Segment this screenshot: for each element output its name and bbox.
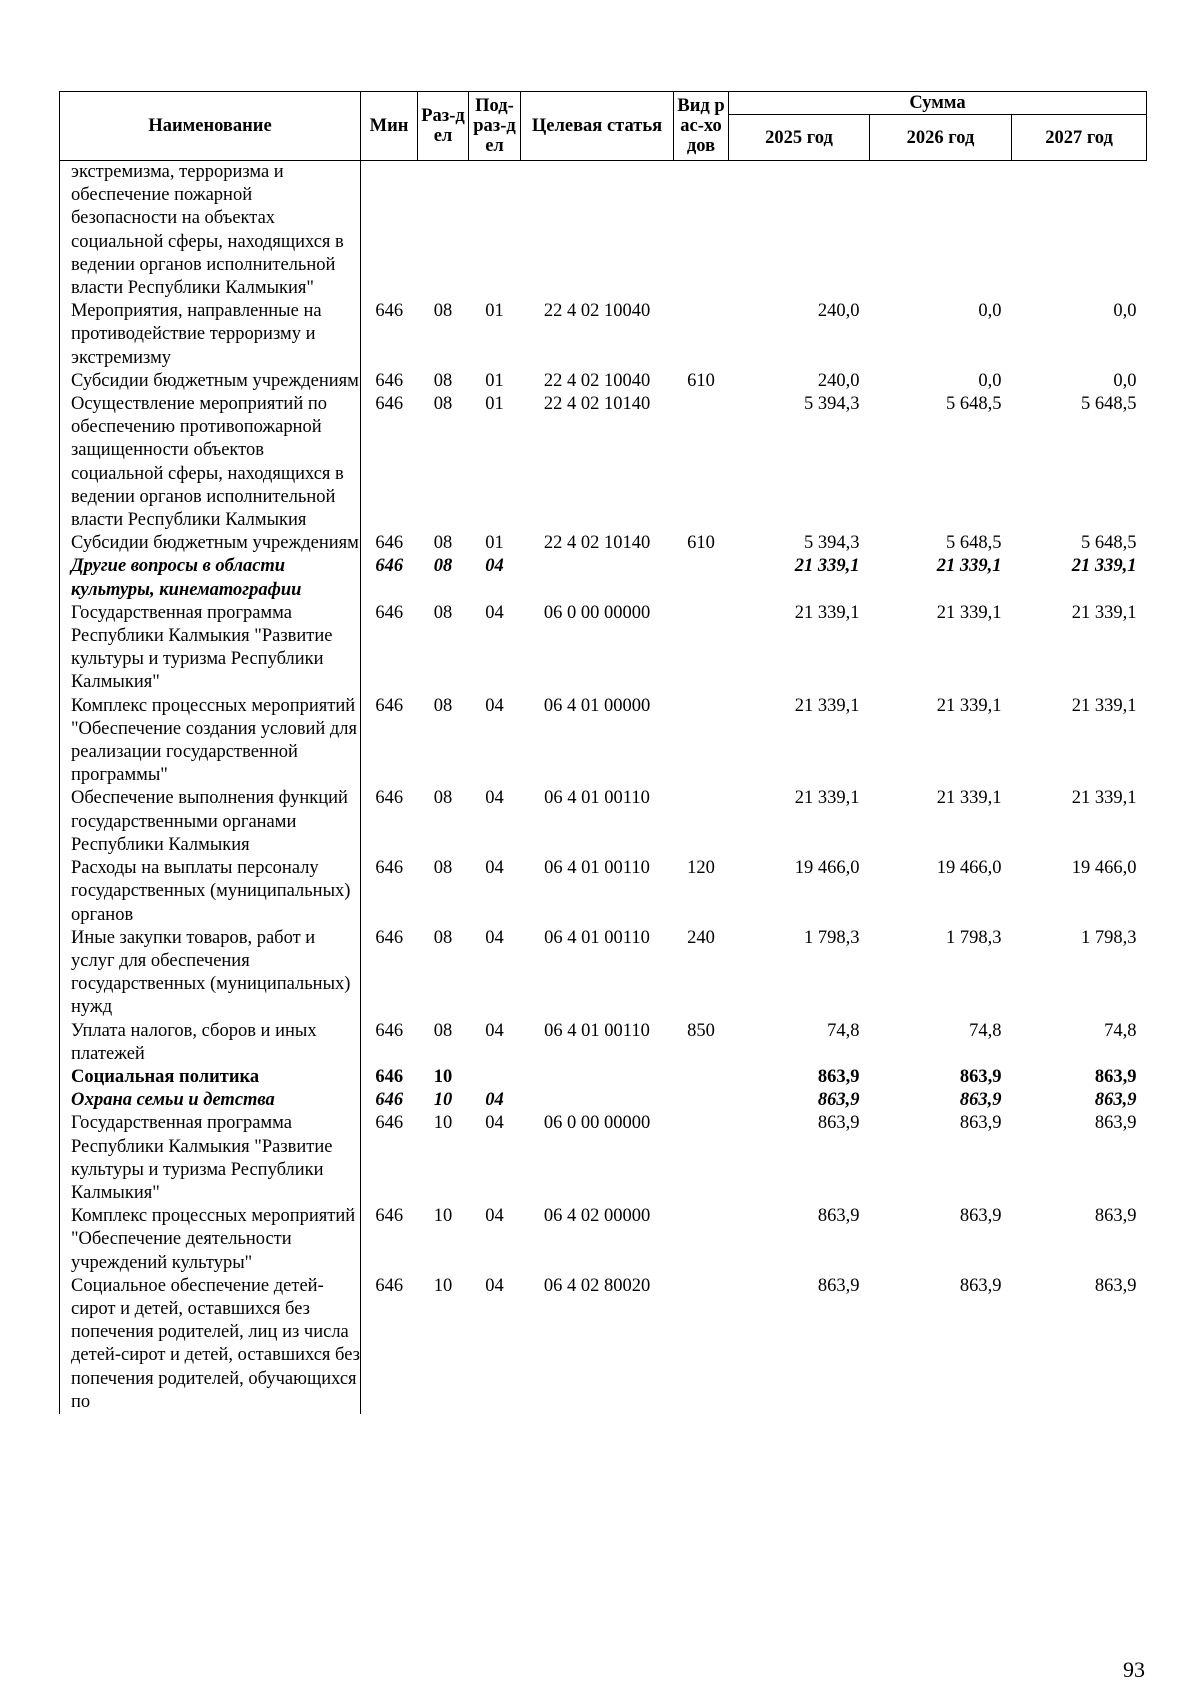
cell-podrazdel: 04 — [485, 1090, 504, 1111]
cell-name: Комплекс процессных мероприятий "Обеспечение создания условий для реализации государственной программы" — [60, 695, 361, 788]
cell-min: 646 — [375, 1020, 404, 1041]
cell-min: 646 — [375, 927, 404, 948]
cell-2027: 21 339,1 — [1071, 788, 1137, 809]
cell-min: 646 — [375, 602, 404, 623]
cell-target: 22 4 02 10040 — [543, 301, 651, 322]
cell-razdel: 08 — [433, 788, 453, 809]
cell-podrazdel: 04 — [485, 927, 504, 948]
cell-2025: 863,9 — [817, 1090, 860, 1111]
table-row — [60, 370, 1147, 393]
cell-2026: 863,9 — [959, 1090, 1002, 1111]
cell-name: Мероприятия, направленные на противодействие терроризму и экстремизму — [60, 300, 361, 370]
cell-vid — [674, 695, 729, 788]
cell-podrazdel: 04 — [485, 788, 504, 809]
cell-2026 — [870, 161, 1012, 301]
cell-target: 06 4 01 00000 — [543, 695, 651, 716]
cell-2025: 240,0 — [817, 370, 860, 391]
cell-vid: 610 — [687, 370, 715, 391]
cell-name: Государственная программа Республики Калмыкия "Развитие культуры и туризма Республики Калмыкия" — [60, 602, 361, 695]
cell-razdel: 08 — [433, 394, 453, 415]
cell-name: Социальная политика — [60, 1066, 361, 1089]
cell-name: Субсидии бюджетным учреждениям — [60, 370, 361, 393]
cell-razdel: 10 — [433, 1275, 453, 1296]
cell-podrazdel: 04 — [485, 1275, 504, 1296]
cell-vid — [674, 393, 729, 532]
cell-podrazdel: 01 — [485, 533, 504, 554]
cell-2027: 0,0 — [1113, 301, 1137, 322]
cell-vid — [674, 555, 729, 601]
cell-2025: 240,0 — [817, 301, 860, 322]
cell-2026: 863,9 — [959, 1066, 1002, 1087]
cell-target: 06 4 02 00000 — [543, 1206, 651, 1227]
cell-razdel: 08 — [433, 301, 453, 322]
cell-2025 — [729, 161, 870, 301]
cell-2025: 21 339,1 — [794, 788, 860, 809]
table-row — [60, 787, 1147, 857]
cell-name: Комплекс процессных мероприятий "Обеспечение деятельности учреждений культуры" — [60, 1205, 361, 1275]
cell-vid — [674, 1089, 729, 1112]
cell-name: Обеспечение выполнения функций государственными органами Республики Калмыкия — [60, 787, 361, 857]
table-row — [60, 161, 1147, 301]
cell-min — [361, 161, 418, 301]
cell-2025: 19 466,0 — [794, 858, 860, 879]
header-year-2027: 2027 год — [1012, 115, 1147, 161]
cell-name: Иные закупки товаров, работ и услуг для обеспечения государственных (муниципальных) нужд — [60, 927, 361, 1020]
cell-2027: 863,9 — [1094, 1113, 1137, 1134]
header-target: Целевая статья — [521, 92, 674, 161]
cell-2025: 5 394,3 — [804, 394, 860, 415]
cell-name: Расходы на выплаты персоналу государственных (муниципальных) органов — [60, 857, 361, 927]
cell-podrazdel — [469, 161, 521, 301]
cell-razdel: 08 — [433, 533, 453, 554]
table-row — [60, 555, 1147, 601]
cell-min: 646 — [375, 1113, 404, 1134]
cell-vid — [674, 300, 729, 370]
cell-podrazdel: 01 — [485, 301, 504, 322]
table-row — [60, 1020, 1147, 1066]
cell-2027: 21 339,1 — [1071, 602, 1137, 623]
header-min: Мин — [361, 92, 418, 161]
cell-vid: 850 — [687, 1020, 715, 1041]
cell-2026: 5 648,5 — [946, 533, 1002, 554]
cell-podrazdel: 01 — [485, 370, 504, 391]
cell-2026: 863,9 — [959, 1113, 1002, 1134]
cell-podrazdel: 01 — [485, 394, 504, 415]
cell-podrazdel — [469, 1066, 521, 1089]
header-name: Наименование — [60, 92, 361, 161]
table-row — [60, 927, 1147, 1020]
cell-vid — [674, 1112, 729, 1205]
cell-2025: 21 339,1 — [794, 602, 860, 623]
table-body — [60, 161, 1147, 1414]
cell-2025: 863,9 — [817, 1113, 860, 1134]
cell-target: 06 4 01 00110 — [544, 927, 650, 948]
cell-target — [521, 555, 674, 601]
cell-razdel: 10 — [433, 1090, 453, 1111]
cell-min: 646 — [375, 301, 404, 322]
cell-name: Субсидии бюджетным учреждениям — [60, 532, 361, 555]
cell-vid — [674, 161, 729, 301]
cell-min: 646 — [375, 695, 404, 716]
cell-target: 06 0 00 00000 — [543, 602, 651, 623]
cell-2027: 0,0 — [1113, 370, 1137, 391]
cell-2026: 5 648,5 — [946, 394, 1002, 415]
cell-target: 06 4 01 00110 — [544, 1020, 650, 1041]
header-razdel: Раз-дел — [418, 92, 469, 161]
cell-name: Уплата налогов, сборов и иных платежей — [60, 1020, 361, 1066]
cell-2026: 74,8 — [969, 1020, 1002, 1041]
budget-table — [59, 91, 1147, 1414]
cell-target — [521, 1066, 674, 1089]
cell-2025: 863,9 — [817, 1206, 860, 1227]
header-year-2026: 2026 год — [870, 115, 1012, 161]
cell-2027: 5 648,5 — [1081, 394, 1137, 415]
cell-2025: 5 394,3 — [804, 533, 860, 554]
cell-podrazdel: 04 — [485, 1020, 504, 1041]
cell-target: 22 4 02 10040 — [543, 370, 651, 391]
cell-name: Осуществление мероприятий по обеспечению противопожарной защищенности объектов социальной сферы, находящихся в ведении органов исполнительной власти Республики Калмыкия — [60, 393, 361, 532]
cell-razdel: 08 — [433, 370, 453, 391]
cell-2025: 74,8 — [827, 1020, 860, 1041]
header-vid: Вид рас-ходов — [674, 92, 729, 161]
header-podrazdel: Под-раз-дел — [469, 92, 521, 161]
cell-razdel — [418, 161, 469, 301]
cell-target: 22 4 02 10140 — [543, 533, 651, 554]
cell-min: 646 — [375, 370, 404, 391]
cell-name: Социальное обеспечение детей-сирот и детей, оставшихся без попечения родителей, лиц из числа детей-сирот и детей, оставшихся без попечения родителей, обучающихся по — [60, 1275, 361, 1414]
cell-2027: 74,8 — [1104, 1020, 1137, 1041]
cell-target: 06 0 00 00000 — [543, 1113, 651, 1134]
cell-podrazdel: 04 — [485, 695, 504, 716]
cell-2025: 21 339,1 — [794, 695, 860, 716]
cell-target: 06 4 01 00110 — [544, 788, 650, 809]
page-number: 93 — [1123, 1657, 1145, 1682]
cell-2027: 1 798,3 — [1081, 927, 1137, 948]
cell-vid — [674, 787, 729, 857]
cell-vid — [674, 602, 729, 695]
cell-2027: 21 339,1 — [1071, 556, 1137, 577]
cell-podrazdel: 04 — [485, 1113, 504, 1134]
cell-vid: 120 — [687, 858, 715, 879]
cell-vid — [674, 1205, 729, 1275]
cell-name: Охрана семьи и детства — [60, 1089, 361, 1112]
cell-razdel: 08 — [433, 1020, 453, 1041]
cell-2026: 21 339,1 — [936, 556, 1002, 577]
table-row — [60, 300, 1147, 370]
table-row — [60, 1066, 1147, 1089]
cell-razdel: 08 — [433, 556, 453, 577]
cell-min: 646 — [375, 858, 404, 879]
cell-razdel: 08 — [433, 695, 453, 716]
cell-2025: 1 798,3 — [804, 927, 860, 948]
header-sum: Сумма — [729, 92, 1147, 115]
cell-razdel: 10 — [433, 1113, 453, 1134]
cell-2025: 21 339,1 — [794, 556, 860, 577]
cell-podrazdel: 04 — [485, 602, 504, 623]
cell-podrazdel: 04 — [485, 1206, 504, 1227]
cell-2026: 0,0 — [978, 301, 1002, 322]
table-row — [60, 1275, 1147, 1414]
cell-razdel: 10 — [433, 1066, 453, 1087]
cell-min: 646 — [375, 1275, 404, 1296]
cell-target — [521, 161, 674, 301]
cell-2026: 1 798,3 — [946, 927, 1002, 948]
cell-name: Государственная программа Республики Калмыкия "Развитие культуры и туризма Республики Калмыкия" — [60, 1112, 361, 1205]
table-row — [60, 532, 1147, 555]
header-year-2025: 2025 год — [729, 115, 870, 161]
cell-2027: 863,9 — [1094, 1066, 1137, 1087]
cell-min: 646 — [375, 533, 404, 554]
cell-2026: 21 339,1 — [936, 602, 1002, 623]
cell-vid: 610 — [687, 533, 715, 554]
cell-name: экстремизма, терроризма и обеспечение пожарной безопасности на объектах социальной сферы, находящихся в ведении органов исполнительной власти Республики Калмыкия" — [60, 161, 361, 301]
cell-2025: 863,9 — [817, 1066, 860, 1087]
cell-target: 06 4 01 00110 — [544, 858, 650, 879]
table-row — [60, 393, 1147, 532]
table-row — [60, 1205, 1147, 1275]
cell-2027: 21 339,1 — [1071, 695, 1137, 716]
cell-2027: 863,9 — [1094, 1206, 1137, 1227]
cell-razdel: 08 — [433, 927, 453, 948]
cell-vid — [674, 1066, 729, 1089]
cell-min: 646 — [375, 556, 404, 577]
cell-2026: 0,0 — [978, 370, 1002, 391]
cell-min: 646 — [375, 788, 404, 809]
cell-podrazdel: 04 — [485, 858, 504, 879]
cell-2027: 863,9 — [1094, 1275, 1137, 1296]
cell-razdel: 08 — [433, 602, 453, 623]
cell-2027: 863,9 — [1094, 1090, 1137, 1111]
cell-target — [521, 1089, 674, 1112]
cell-min: 646 — [375, 1090, 404, 1111]
cell-name: Другие вопросы в области культуры, кинематографии — [60, 555, 361, 601]
cell-target: 06 4 02 80020 — [543, 1275, 651, 1296]
cell-2027 — [1012, 161, 1147, 301]
table-row — [60, 695, 1147, 788]
table-row — [60, 1112, 1147, 1205]
table-row — [60, 1089, 1147, 1112]
cell-min: 646 — [375, 1066, 404, 1087]
cell-min: 646 — [375, 1206, 404, 1227]
table-row — [60, 602, 1147, 695]
cell-vid — [674, 1275, 729, 1414]
cell-2026: 863,9 — [959, 1275, 1002, 1296]
cell-min: 646 — [375, 394, 404, 415]
cell-razdel: 10 — [433, 1206, 453, 1227]
cell-2027: 19 466,0 — [1071, 858, 1137, 879]
cell-2026: 863,9 — [959, 1206, 1002, 1227]
table-row — [60, 857, 1147, 927]
cell-2027: 5 648,5 — [1081, 533, 1137, 554]
cell-2026: 21 339,1 — [936, 788, 1002, 809]
cell-razdel: 08 — [433, 858, 453, 879]
table-header — [60, 92, 1147, 161]
cell-vid: 240 — [687, 927, 715, 948]
cell-2025: 863,9 — [817, 1275, 860, 1296]
cell-target: 22 4 02 10140 — [543, 394, 651, 415]
cell-2026: 21 339,1 — [936, 695, 1002, 716]
cell-podrazdel: 04 — [485, 556, 504, 577]
cell-2026: 19 466,0 — [936, 858, 1002, 879]
